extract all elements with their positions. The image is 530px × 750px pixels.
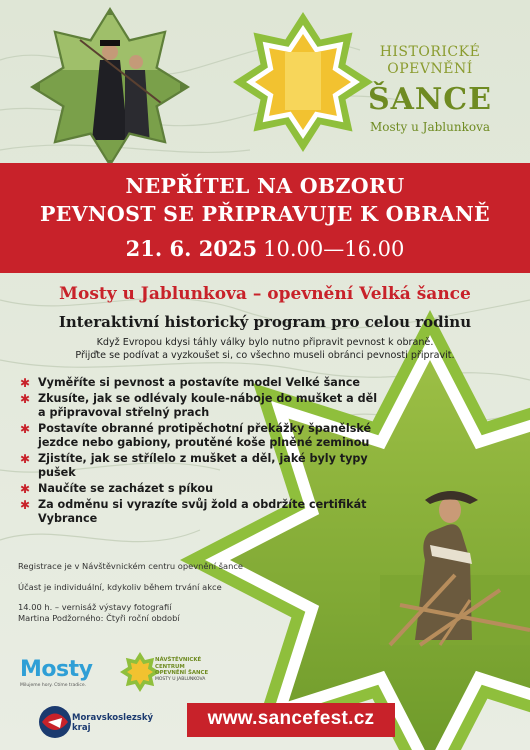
activity-item: ✱ Postavíte obranné protipěchotní překážky španělské jezdce nebo gabiony, proutěné koše plněné zeminou	[20, 421, 372, 450]
star-bullet-icon: ✱	[20, 421, 31, 436]
activity-item: ✱ Zjistíte, jak se střílelo z mušket a děl, jaké byly typy pušek	[20, 451, 368, 480]
logo-place: Mosty u Jablunkova	[370, 120, 490, 134]
star-bullet-icon: ✱	[20, 497, 31, 512]
vernisage-info: 14.00 h. – vernisáž výstavy fotografií	[18, 602, 172, 612]
activity-item: ✱ Vyměříte si pevnost a postavíte model Velké šance	[20, 376, 361, 390]
participation-info: Účast je individuální, kdykoliv během trvání akce	[18, 582, 222, 592]
moravskoslezsky-kraj-logo	[39, 706, 71, 738]
website-link[interactable]: www.sancefest.cz	[207, 708, 375, 729]
intro-line-1: Když Evropou kdysi táhly války bylo nutno připravit pevnost k obraně.	[96, 337, 434, 348]
event-time: 10.00—16.00	[263, 237, 405, 261]
star-bullet-icon: ✱	[20, 391, 31, 406]
event-subtitle: Interaktivní historický program pro celou rodinu	[58, 313, 472, 331]
star-bullet-icon: ✱	[20, 451, 31, 466]
centrum-logo-star	[120, 652, 160, 692]
activity-list	[20, 376, 380, 528]
event-intro	[30, 337, 500, 362]
logo-historicke: HISTORICKÉ	[379, 44, 481, 60]
historical-figures-photo	[30, 7, 190, 167]
kraj-logo-text: Moravskoslezský kraj	[72, 713, 154, 733]
star-bullet-icon: ✱	[20, 376, 31, 390]
logo-sance: ŠANCE	[367, 82, 493, 117]
mosty-tagline: Milujeme hory. Ctíme tradice.	[20, 683, 87, 688]
activity-item: ✱ Zkusíte, jak se odlévaly koule-náboje do mušket a děl a připravoval střelný prach	[20, 391, 378, 420]
star-bullet-icon: ✱	[20, 482, 31, 497]
intro-line-2: Přijďte se podívat a vyzkoušet si, co všechno museli obránci pevnosti připravit.	[75, 349, 455, 361]
event-date-time	[0, 236, 530, 261]
banner-line-1: NEPŘÍTEL NA OBZORU	[125, 174, 405, 198]
banner-line-2: PEVNOST SE PŘIPRAVUJE K OBRANĚ	[40, 202, 490, 226]
event-date: 21. 6. 2025	[125, 236, 258, 261]
registration-info: Registrace je v Návštěvnickém centru opevnění šance	[18, 561, 244, 571]
mosty-logo: Mosty	[20, 657, 93, 682]
centrum-logo-text: NÁVŠTĚVNICKÉ CENTRUM OPEVNĚNÍ ŠANCE MOSTY U JABLUNKOVA	[155, 657, 209, 682]
exhibition-info: Martina Podžorného: Čtyři roční období	[18, 613, 180, 623]
activity-item: ✱ Naučíte se zacházet s píkou	[20, 482, 214, 497]
sance-logo-star	[233, 12, 373, 152]
logo-opevneni: OPEVNĚNÍ	[387, 61, 473, 77]
activity-item: ✱ Za odměnu si vyrazíte svůj žold a obdržíte certifikát Vybrance	[20, 497, 367, 526]
event-location: Mosty u Jablunkova – opevnění Velká šance	[59, 284, 471, 304]
